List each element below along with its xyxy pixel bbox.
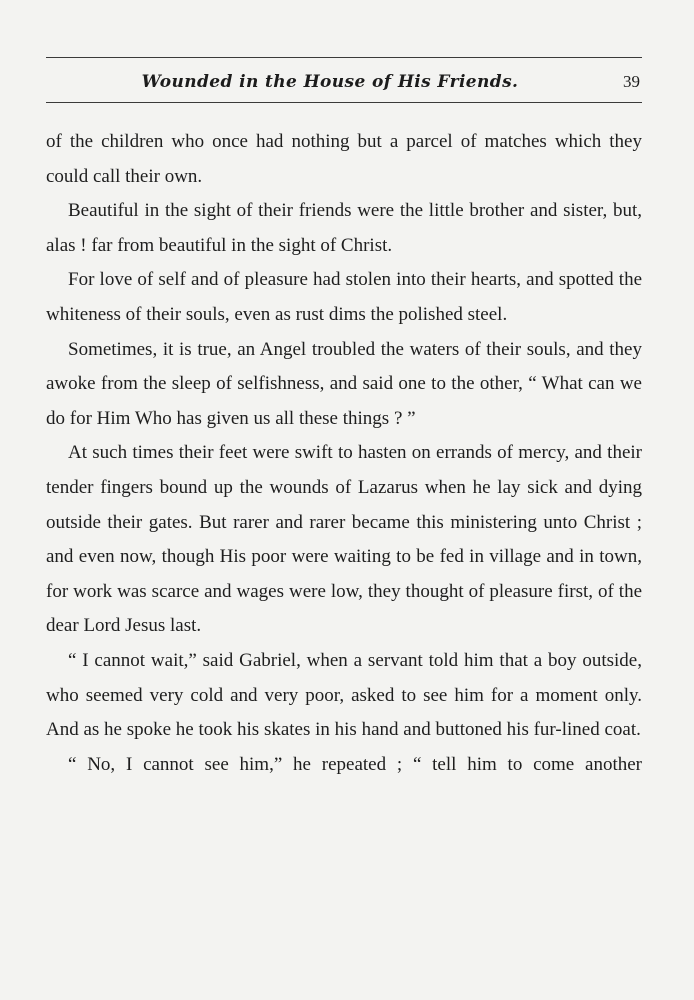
paragraph: For love of self and of pleasure had stolen into their hearts, and spotted the whiteness of their souls, even as rust dims the polished steel. bbox=[46, 269, 642, 325]
body-text bbox=[46, 125, 642, 782]
running-title: Wounded in the House of His Friends. bbox=[141, 72, 519, 92]
paragraph-continues: “ No, I cannot see him,” he repeated ; “ tell him to come another bbox=[68, 753, 642, 775]
paragraph-continued: of the children who once had nothing but a parcel of matches which they could call their own. bbox=[46, 131, 642, 187]
paragraph: “ I cannot wait,” said Gabriel, when a servant told him that a boy outside, who seemed very cold and very poor, asked to see him for a moment only. And as he spoke he took his skates in his hand and buttoned his fur-lined coat. bbox=[46, 649, 642, 741]
paragraph: At such times their feet were swift to hasten on errands of mercy, and their tender fingers bound up the wounds of Lazarus when he lay sick and dying outside their gates. But rarer and rarer became this ministering unto Christ ; and even now, though His poor were waiting to be fed in village and in town, for work was scarce and wages were low, they thought of pleasure first, of the dear Lord Jesus last. bbox=[46, 442, 642, 637]
page-number: 39 bbox=[623, 72, 640, 91]
header-rule-top bbox=[46, 57, 642, 58]
header-rule-bottom bbox=[46, 102, 642, 103]
running-head bbox=[46, 68, 642, 96]
paragraph: Beautiful in the sight of their friends were the little brother and sister, but, alas ! far from beautiful in the sight of Christ. bbox=[46, 200, 642, 256]
paragraph: Sometimes, it is true, an Angel troubled the waters of their souls, and they awoke from the sleep of selfishness, and said one to the other, “ What can we do for Him Who has given us all these things ? ” bbox=[46, 338, 642, 429]
